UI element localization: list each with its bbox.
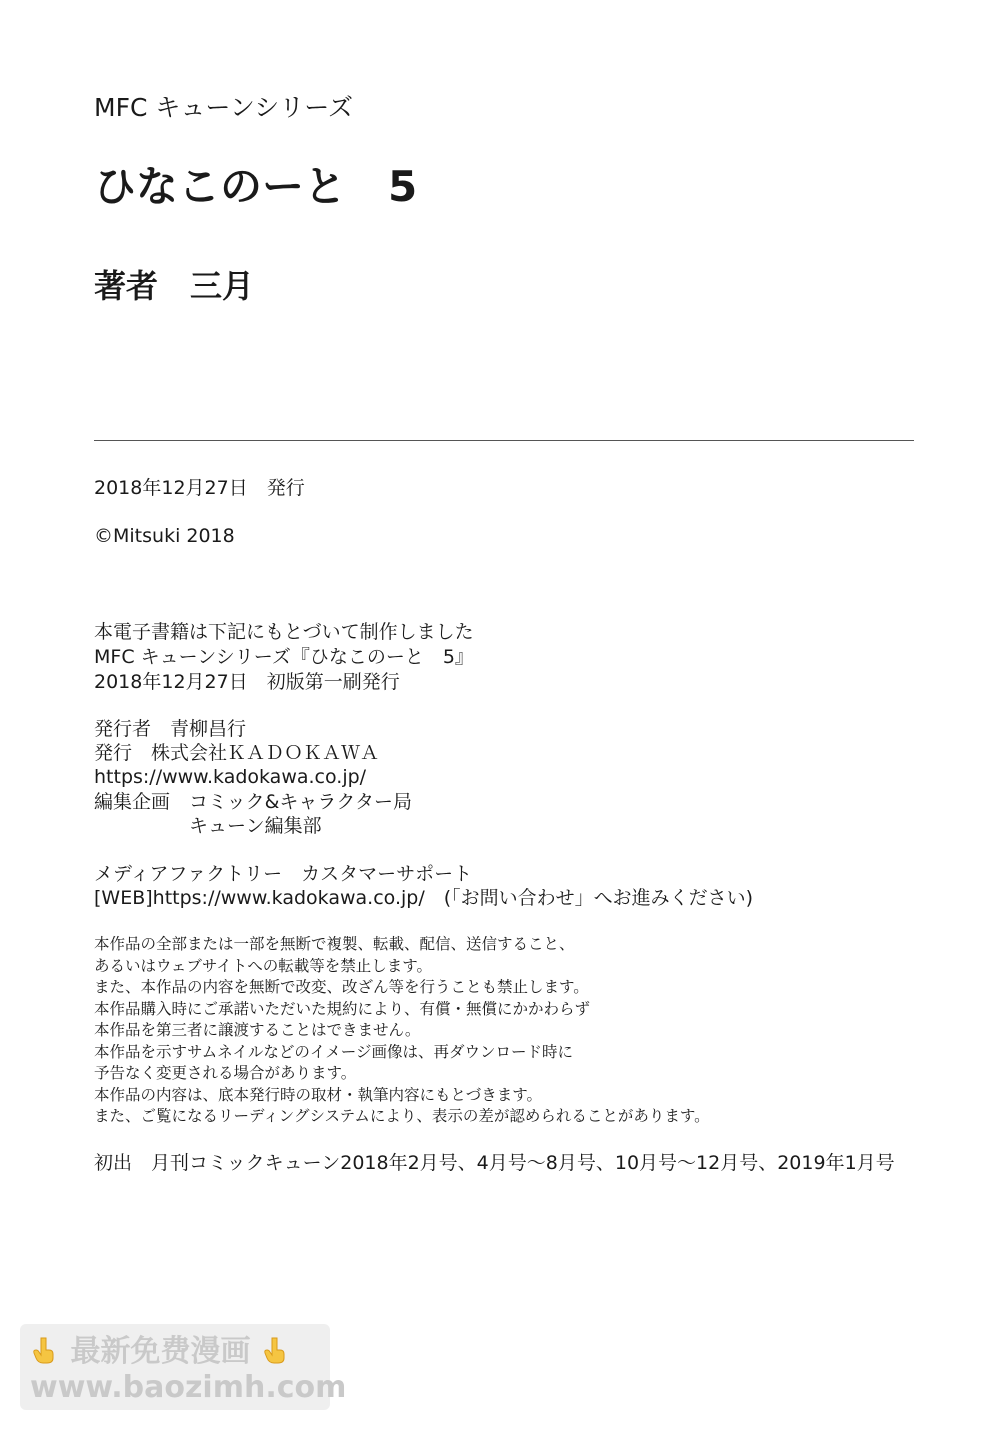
publish-date: 2018年12月27日 発行 — [94, 477, 305, 499]
divider-line — [94, 440, 914, 441]
notice-line: 本作品を示すサムネイルなどのイメージ画像は、再ダウンロード時に — [94, 1043, 573, 1061]
notice-line: 予告なく変更される場合があります。 — [94, 1064, 357, 1082]
notice-line: 本作品を第三者に譲渡することはできません。 — [94, 1021, 421, 1039]
publisher-info-line: 発行者 青柳昌行 — [94, 718, 247, 740]
watermark-text-row — [30, 1334, 291, 1370]
edition-note-line: 本電子書籍は下記にもとづいて制作しました — [94, 621, 474, 643]
watermark-line2: www.baozimh.com — [30, 1370, 347, 1405]
author-line: 著者 三月 — [94, 267, 255, 305]
notice-line: また、ご覧になるリーディングシステムにより、表示の差が認められることがあります。 — [94, 1107, 710, 1125]
notice-line: 本作品購入時にご承諾いただいた規約により、有償・無償にかかわらず — [94, 1000, 591, 1018]
publisher-url: https://www.kadokawa.co.jp/ — [94, 766, 367, 788]
first-appearance: 初出 月刊コミックキューン2018年2月号、4月号～8月号、10月号～12月号、2019年1月号 — [94, 1152, 895, 1174]
notice-line: また、本作品の内容を無断で改変、改ざん等を行うことも禁止します。 — [94, 978, 589, 996]
edition-note-line: 2018年12月27日 初版第一刷発行 — [94, 671, 400, 693]
edition-note-line: MFC キューンシリーズ『ひなこのーと 5』 — [94, 646, 474, 668]
watermark-line1: 最新免费漫画 — [70, 1334, 251, 1369]
pointing-down-hand-icon — [30, 1335, 60, 1365]
notice-line: 本作品の全部または一部を無断で複製、転載、配信、送信すること、 — [94, 935, 575, 953]
notice-line: 本作品の内容は、底本発行時の取材・執筆内容にもとづきます。 — [94, 1086, 542, 1104]
copyright-line: ©Mitsuki 2018 — [94, 525, 235, 547]
support-url-line: [WEB]https://www.kadokawa.co.jp/ (「お問い合わせ」へお進みください) — [94, 887, 754, 909]
publisher-info-line: キューン編集部 — [94, 815, 322, 837]
book-title: ひなこのーと 5 — [94, 162, 418, 211]
publisher-info-line: 編集企画 コミック&キャラクター局 — [94, 791, 413, 813]
notice-line: あるいはウェブサイトへの転載等を禁止します。 — [94, 957, 433, 975]
publisher-info-line: 発行 株式会社ＫＡＤＯＫＡＷＡ — [94, 742, 380, 764]
pointing-down-hand-icon — [261, 1335, 291, 1365]
series-name: MFC キューンシリーズ — [94, 93, 353, 122]
support-line: メディアファクトリー カスタマーサポート — [94, 863, 473, 885]
